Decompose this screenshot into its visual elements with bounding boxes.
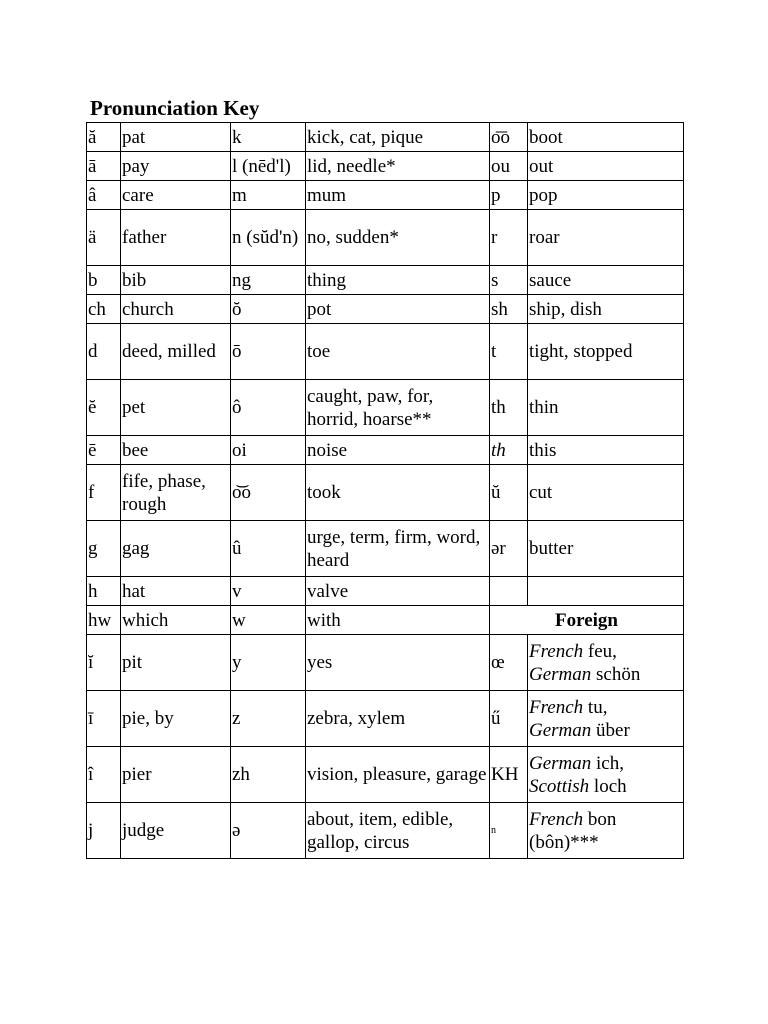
symbol-cell: ī	[87, 691, 121, 747]
example-cell: no, sudden*	[306, 210, 490, 266]
symbol-cell: o͝o	[231, 465, 306, 521]
example-cell: noise	[306, 436, 490, 465]
table-row	[87, 691, 684, 747]
example-cell: pie, by	[121, 691, 231, 747]
foreign-heading: Foreign	[490, 606, 684, 635]
symbol-cell: œ	[490, 635, 528, 691]
symbol-cell: b	[87, 266, 121, 295]
example-cell: this	[528, 436, 684, 465]
example-cell: tight, stopped	[528, 324, 684, 380]
symbol-cell: p	[490, 181, 528, 210]
symbol-cell: sh	[490, 295, 528, 324]
foreign-word: feu,	[587, 640, 617, 662]
table-row	[87, 210, 684, 266]
example-cell	[528, 635, 684, 691]
symbol-cell: ĕ	[87, 380, 121, 436]
table-row	[87, 181, 684, 210]
language-label: Scottish	[529, 775, 590, 797]
language-label: French	[529, 808, 584, 830]
foreign-word: loch	[593, 775, 627, 797]
table-row	[87, 465, 684, 521]
example-cell: toe	[306, 324, 490, 380]
example-cell: thin	[528, 380, 684, 436]
example-cell: out	[528, 152, 684, 181]
example-cell: caught, paw, for, horrid, hoarse**	[306, 380, 490, 436]
example-cell: deed, milled	[121, 324, 231, 380]
example-cell: care	[121, 181, 231, 210]
foreign-word: bon	[587, 808, 617, 830]
example-cell: lid, needle*	[306, 152, 490, 181]
symbol-cell: y	[231, 635, 306, 691]
symbol-cell: ŭ	[490, 465, 528, 521]
example-cell: urge, term, firm, word, heard	[306, 521, 490, 577]
table-row	[87, 803, 684, 859]
example-cell: ship, dish	[528, 295, 684, 324]
foreign-word: ich,	[596, 752, 624, 774]
symbol-cell: ā	[87, 152, 121, 181]
symbol-cell: t	[490, 324, 528, 380]
symbol-cell: ă	[87, 123, 121, 152]
language-label: German	[529, 663, 592, 685]
empty-cell	[528, 577, 684, 606]
example-cell: yes	[306, 635, 490, 691]
symbol-cell: f	[87, 465, 121, 521]
example-cell: judge	[121, 803, 231, 859]
example-cell	[528, 747, 684, 803]
example-cell: pier	[121, 747, 231, 803]
table-row	[87, 324, 684, 380]
example-cell: pit	[121, 635, 231, 691]
symbol-cell: z	[231, 691, 306, 747]
example-cell: vision, pleasure, garage	[306, 747, 490, 803]
example-cell: about, item, edible, gallop, circus	[306, 803, 490, 859]
symbol-cell: n	[490, 803, 528, 859]
language-label: German	[529, 719, 592, 741]
table-row	[87, 606, 684, 635]
foreign-word: über	[596, 719, 630, 741]
example-cell	[528, 691, 684, 747]
symbol-cell: v	[231, 577, 306, 606]
table-row	[87, 152, 684, 181]
example-cell: boot	[528, 123, 684, 152]
empty-cell	[490, 577, 528, 606]
example-cell: pet	[121, 380, 231, 436]
table-row	[87, 747, 684, 803]
symbol-cell: th	[490, 436, 528, 465]
symbol-cell: d	[87, 324, 121, 380]
example-cell: mum	[306, 181, 490, 210]
table-row	[87, 380, 684, 436]
example-cell: fife, phase, rough	[121, 465, 231, 521]
table-row	[87, 123, 684, 152]
symbol-cell: n (sŭd'n)	[231, 210, 306, 266]
symbol-cell: ĭ	[87, 635, 121, 691]
table-row	[87, 521, 684, 577]
symbol-cell: û	[231, 521, 306, 577]
example-cell: gag	[121, 521, 231, 577]
page-title: Pronunciation Key	[90, 96, 260, 120]
example-cell: church	[121, 295, 231, 324]
table-row	[87, 635, 684, 691]
table-row	[87, 266, 684, 295]
example-cell: with	[306, 606, 490, 635]
symbol-cell: th	[490, 380, 528, 436]
example-cell: cut	[528, 465, 684, 521]
symbol-cell: ä	[87, 210, 121, 266]
symbol-cell: ou	[490, 152, 528, 181]
symbol-cell: ô	[231, 380, 306, 436]
symbol-cell: k	[231, 123, 306, 152]
example-cell	[528, 803, 684, 859]
example-cell: pop	[528, 181, 684, 210]
example-cell: which	[121, 606, 231, 635]
symbol-cell: ə	[231, 803, 306, 859]
symbol-cell: ē	[87, 436, 121, 465]
symbol-cell: w	[231, 606, 306, 635]
example-cell: father	[121, 210, 231, 266]
example-cell: roar	[528, 210, 684, 266]
symbol-cell: s	[490, 266, 528, 295]
symbol-cell: â	[87, 181, 121, 210]
language-label: German	[529, 752, 592, 774]
example-cell: sauce	[528, 266, 684, 295]
example-cell: bee	[121, 436, 231, 465]
foreign-word: (bôn)***	[529, 831, 599, 853]
symbol-cell: î	[87, 747, 121, 803]
symbol-cell: m	[231, 181, 306, 210]
symbol-cell: ŏ	[231, 295, 306, 324]
example-cell: kick, cat, pique	[306, 123, 490, 152]
table-row	[87, 577, 684, 606]
example-cell: thing	[306, 266, 490, 295]
symbol-cell: ch	[87, 295, 121, 324]
symbol-cell: ō	[231, 324, 306, 380]
example-cell: bib	[121, 266, 231, 295]
symbol-cell: h	[87, 577, 121, 606]
symbol-cell: KH	[490, 747, 528, 803]
symbol-cell: zh	[231, 747, 306, 803]
example-cell: hat	[121, 577, 231, 606]
example-cell: butter	[528, 521, 684, 577]
symbol-cell: r	[490, 210, 528, 266]
symbol-cell: oi	[231, 436, 306, 465]
foreign-word: schön	[596, 663, 641, 685]
table-row	[87, 436, 684, 465]
symbol-cell: ər	[490, 521, 528, 577]
pronunciation-key-table	[86, 122, 684, 859]
example-cell: valve	[306, 577, 490, 606]
example-cell: took	[306, 465, 490, 521]
language-label: French	[529, 696, 584, 718]
foreign-word: tu,	[587, 696, 608, 718]
example-cell: pot	[306, 295, 490, 324]
example-cell: pay	[121, 152, 231, 181]
example-cell: pat	[121, 123, 231, 152]
symbol-cell: ű	[490, 691, 528, 747]
symbol-cell: hw	[87, 606, 121, 635]
symbol-cell: j	[87, 803, 121, 859]
table-row	[87, 295, 684, 324]
symbol-cell: l (nēd'l)	[231, 152, 306, 181]
language-label: French	[529, 640, 584, 662]
symbol-cell: ng	[231, 266, 306, 295]
example-cell: zebra, xylem	[306, 691, 490, 747]
symbol-cell: g	[87, 521, 121, 577]
symbol-cell: o͞o	[490, 123, 528, 152]
